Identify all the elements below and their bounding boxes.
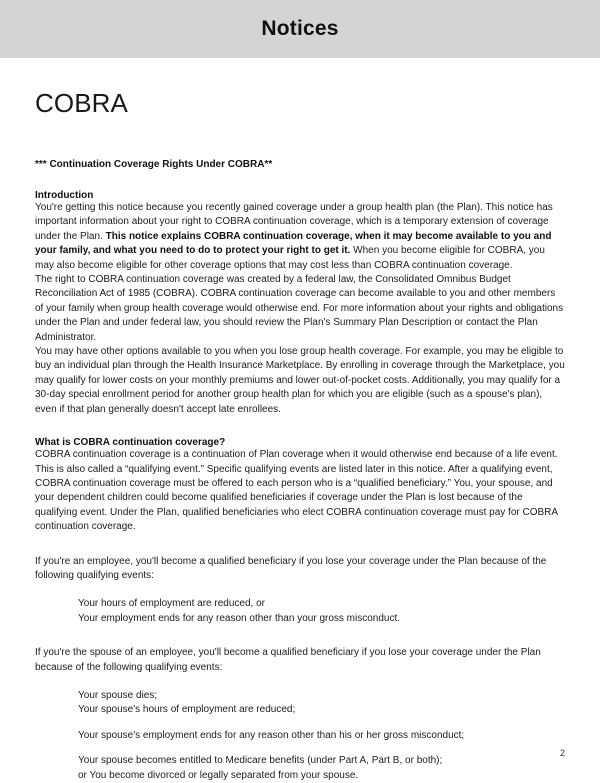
list-item: Your hours of employment are reduced, or xyxy=(78,598,265,610)
page-header-band xyxy=(0,0,600,58)
spouse-qualifying-events-list xyxy=(35,689,565,783)
paragraph: The right to COBRA continuation coverage was created by a federal law, the Consolidated Omnibus Budget Reconciliation Act of 1985 (COBRA). COBRA continuation coverage can become available to you and other members of your family when group health coverage would otherwise end. For more information about your rights and obligations under the Plan and under federal law, you should review the Plan's Summary Plan Description or contact the Plan Administrator. xyxy=(35,274,564,343)
notice-title: *** Continuation Coverage Rights Under COBRA** xyxy=(35,159,273,170)
document-content xyxy=(0,88,600,783)
section-employee-qualifying-events xyxy=(35,555,565,627)
paragraph: You may have other options available to you when you lose group health coverage. For example, you may be eligible to buy an individual plan through the Health Insurance Marketplace. By enrolling in coverage through the Marketplace, you may qualify for lower costs on your monthly premiums and lower out-of-pocket costs. Additionally, you may qualify for a 30-day special enrollment period for another group health plan for which you are eligible (such as a spouse's plan), even if that plan generally doesn't accept late enrollees. xyxy=(35,346,565,415)
list-item: Your spouse's hours of employment are reduced; xyxy=(78,704,296,716)
page-header-title: Notices xyxy=(261,17,339,40)
paragraph: You're getting this notice because you recently gained coverage under a group health plan (the Plan). This notice has important information about your right to COBRA continuation coverage, which is a temporary extension of coverage under the Plan. This notice explains COBRA continuation coverage, when it may become available to you and your family, and what you need to do to protect your right to get it. When you become eligible for COBRA, you may also become eligible for other coverage options that may cost less than COBRA continuation coverage. xyxy=(35,202,553,271)
list-item: Your spouse becomes entitled to Medicare benefits (under Part A, Part B, or both); xyxy=(78,755,443,767)
spouse-qualifying-intro: If you're the spouse of an employee, you'll become a qualified beneficiary if you lose your coverage under the Plan because of the following qualifying events: xyxy=(35,647,541,673)
list-item: or You become divorced or legally separated from your spouse. xyxy=(78,769,359,781)
employee-qualifying-intro: If you're an employee, you'll become a qualified beneficiary if you lose your coverage under the Plan because of the following qualifying events: xyxy=(35,555,547,581)
section-what-is-cobra xyxy=(35,437,565,534)
section-heading-introduction: Introduction xyxy=(35,190,94,201)
section-introduction xyxy=(35,190,565,417)
list-item: Your employment ends for any reason other than your gross misconduct. xyxy=(78,612,401,624)
paragraph: COBRA continuation coverage is a continuation of Plan coverage when it would otherwise end because of a life event. This is also called a “qualifying event.” Specific qualifying events are listed later in this notice. After a qualifying event, COBRA continuation coverage must be offered to each person who is a “qualified beneficiary.” You, your spouse, and your dependent children could become qualified beneficiaries if coverage under the Plan is lost because of the qualifying event. Under the Plan, qualified beneficiaries who elect COBRA continuation coverage must pay for COBRA continuation coverage. xyxy=(35,449,558,533)
page-number: 2 xyxy=(559,748,565,758)
page-title: COBRA xyxy=(35,88,128,118)
list-item: Your spouse's employment ends for any reason other than his or her gross misconduct; xyxy=(78,729,465,741)
list-item: Your spouse dies; xyxy=(78,689,158,701)
section-spouse-qualifying-events xyxy=(35,646,565,783)
section-heading-what-is-cobra: What is COBRA continuation coverage? xyxy=(35,437,226,449)
employee-qualifying-events-list xyxy=(35,597,565,626)
